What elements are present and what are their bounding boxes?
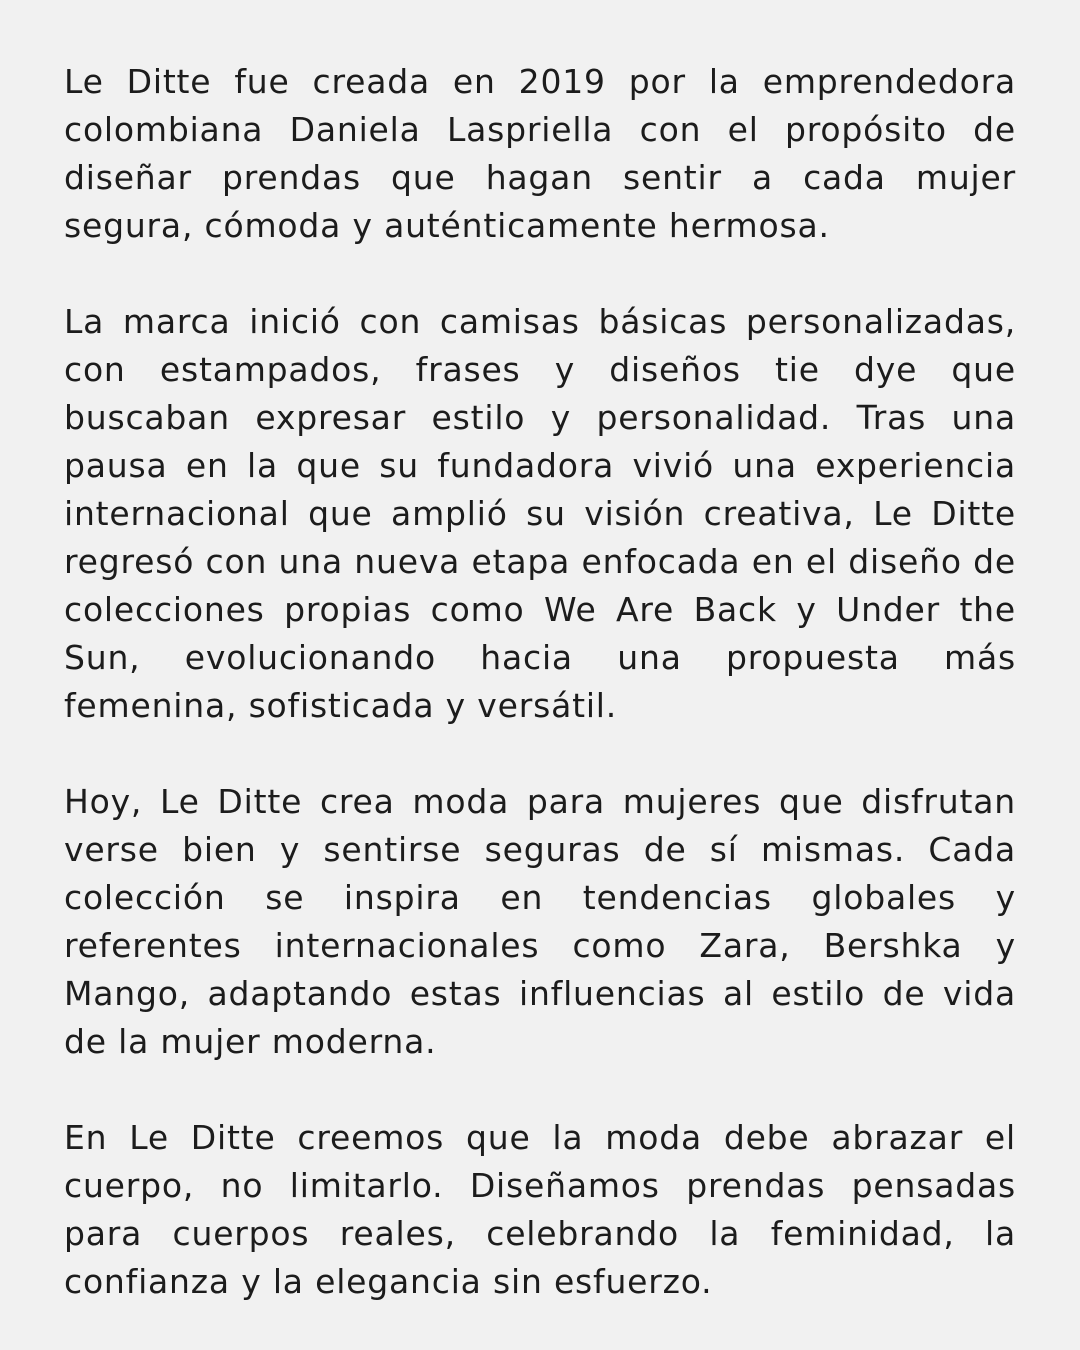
- paragraph-brand-history: La marca inició con camisas básicas personalizadas, con estampados, frases y diseños tie dye que buscaban expresar estilo y personalidad. Tras una pausa en la que su fundadora vivió una experiencia internacional que amplió su visión creativa, Le Ditte regresó con una nueva etapa enfocada en el diseño de colecciones propias como We Are Back y Under the Sun, evolucionando hacia una propuesta más femenina, sofisticada y versátil.: [64, 302, 1016, 725]
- paragraph-today: Hoy, Le Ditte crea moda para mujeres que disfrutan verse bien y sentirse seguras de sí mismas. Cada colección se inspira en tendencias globales y referentes internacionales como Zara, Bershka y Mango, adaptando estas influencias al estilo de vida de la mujer moderna.: [64, 782, 1016, 1061]
- document-body: [64, 58, 1016, 1306]
- paragraph-origin: Le Ditte fue creada en 2019 por la emprendedora colombiana Daniela Laspriella con el propósito de diseñar prendas que hagan sentir a cada mujer segura, cómoda y auténticamente hermosa.: [64, 62, 1016, 245]
- paragraph-philosophy: En Le Ditte creemos que la moda debe abrazar el cuerpo, no limitarlo. Diseñamos prendas pensadas para cuerpos reales, celebrando la feminidad, la confianza y la elegancia sin esfuerzo.: [64, 1118, 1016, 1301]
